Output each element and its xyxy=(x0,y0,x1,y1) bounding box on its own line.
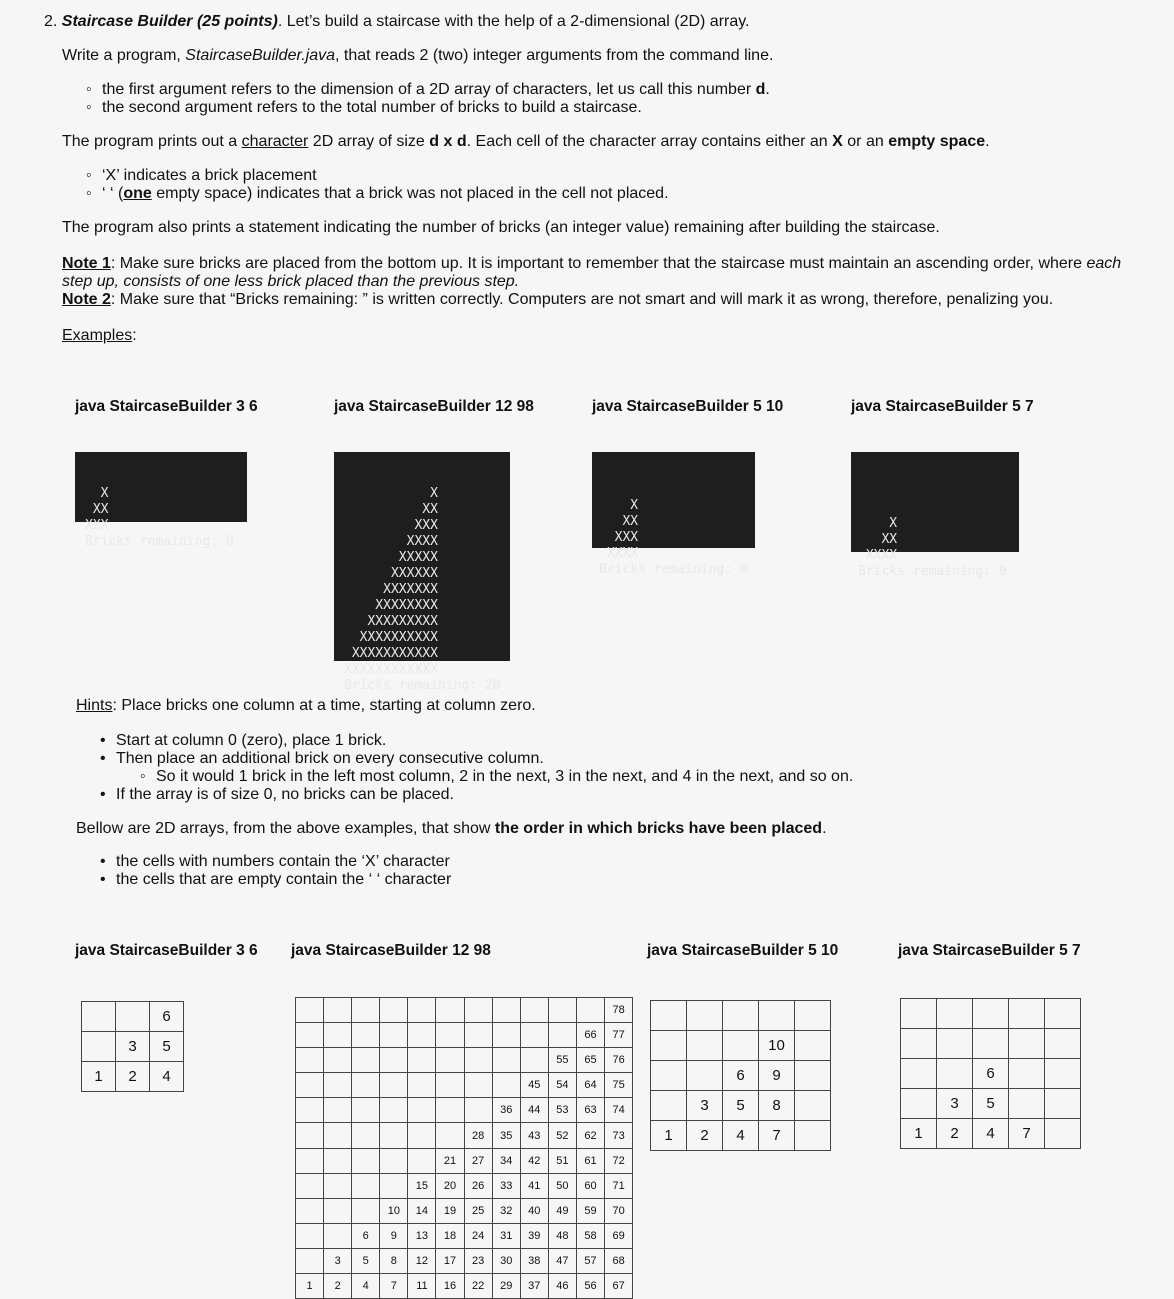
grid-cell xyxy=(795,1001,831,1031)
order-grid xyxy=(81,1001,184,1092)
grid-row xyxy=(651,1001,831,1031)
grid-cell: 14 xyxy=(408,1198,436,1223)
bellow-text: Bellow are 2D arrays, from the above examples, that show the order in which bricks have been placed. xyxy=(76,820,827,837)
grid-cell: 75 xyxy=(605,1073,633,1098)
hints: Hints: Place bricks one column at a time, starting at column zero. xyxy=(76,697,536,714)
terminal-output: X XX XXX Bricks remaining: 0 xyxy=(75,452,247,522)
grid-cell xyxy=(380,1073,408,1098)
hint-sub-item: ◦ So it would 1 brick in the left most column, 2 in the next, 3 in the next, and 4 in the next, and so on. xyxy=(140,768,854,785)
arg-second: ◦ the second argument refers to the total number of bricks to build a staircase. xyxy=(86,99,642,116)
grid-cell xyxy=(408,1073,436,1098)
circle-bullet-icon: ◦ xyxy=(140,768,146,785)
grid-cell xyxy=(901,1059,937,1089)
grid-cell: 40 xyxy=(520,1198,548,1223)
grid-cell xyxy=(352,1073,380,1098)
grid-cell xyxy=(687,1061,723,1091)
grid-cell xyxy=(408,1098,436,1123)
order-grid xyxy=(295,997,633,1299)
problem-number: 2. xyxy=(44,13,62,30)
grid-cell xyxy=(1009,1029,1045,1059)
grid-cell: 53 xyxy=(548,1098,576,1123)
grid-cell xyxy=(436,1123,464,1148)
grid-cell: 2 xyxy=(687,1121,723,1151)
grid-cell xyxy=(795,1091,831,1121)
grid-cell xyxy=(492,998,520,1023)
grid-cell: 51 xyxy=(548,1148,576,1173)
grid-cell: 5 xyxy=(723,1091,759,1121)
grid-cell xyxy=(651,1031,687,1061)
disc-bullet-icon: • xyxy=(100,750,106,767)
problem-intro: . Let’s build a staircase with the help of a 2-dimensional (2D) array. xyxy=(277,13,750,30)
grid-cell xyxy=(296,1148,324,1173)
grid-cell: 27 xyxy=(464,1148,492,1173)
grid-cell xyxy=(296,1073,324,1098)
disc-bullet-icon: • xyxy=(100,786,106,803)
hint-item: • If the array is of size 0, no bricks can be placed. xyxy=(100,786,454,803)
grid-cell: 8 xyxy=(759,1091,795,1121)
grid-cell xyxy=(296,1248,324,1273)
grid-cell: 29 xyxy=(492,1274,520,1299)
grid-cell xyxy=(520,1023,548,1048)
legend-empty: ◦ ‘ ‘ (one empty space) indicates that a brick was not placed in the cell not placed. xyxy=(86,185,669,202)
grid-cell: 74 xyxy=(605,1098,633,1123)
grid-cell: 31 xyxy=(492,1223,520,1248)
grid-cell: 10 xyxy=(759,1031,795,1061)
grid-cell xyxy=(1009,999,1045,1029)
grid-cell: 42 xyxy=(520,1148,548,1173)
grid-cell: 65 xyxy=(576,1048,604,1073)
grid-cell: 68 xyxy=(605,1248,633,1273)
grid-cell xyxy=(492,1023,520,1048)
grid-cell: 2 xyxy=(324,1274,352,1299)
grid-cell: 67 xyxy=(605,1274,633,1299)
grid-cell: 41 xyxy=(520,1173,548,1198)
grid-cell: 25 xyxy=(464,1198,492,1223)
grid-row xyxy=(901,1059,1081,1089)
grid-cell: 69 xyxy=(605,1223,633,1248)
grid-cell: 66 xyxy=(576,1023,604,1048)
grid-cell: 6 xyxy=(150,1002,184,1032)
order-grid xyxy=(650,1000,831,1151)
grid-cell xyxy=(296,1223,324,1248)
grid-cell xyxy=(1009,1059,1045,1089)
arg-first: ◦ the first argument refers to the dimension of a 2D array of characters, let us call this number d. xyxy=(86,81,770,98)
cell-note: • the cells that are empty contain the ‘ ‘ character xyxy=(100,871,452,888)
grid-cell: 7 xyxy=(759,1121,795,1151)
grid-cell xyxy=(380,1023,408,1048)
grid-row xyxy=(901,1089,1081,1119)
grid-cell: 44 xyxy=(520,1098,548,1123)
grid-cell xyxy=(408,1123,436,1148)
grid-cell xyxy=(324,1148,352,1173)
grid-cell xyxy=(651,1091,687,1121)
grid-cell: 56 xyxy=(576,1274,604,1299)
grid-cell xyxy=(937,1059,973,1089)
grid-cell xyxy=(464,1023,492,1048)
terminal-output: X XX XXX XXXX XXXXX XXXXXX XXXXXXX XXXXXXXX XXXXXXXXX XXXXXXXXXX XXXXXXXXXXX XXXXXXXXXXXX Bricks remaining: 20 xyxy=(334,452,510,661)
grid-cell xyxy=(1045,1029,1081,1059)
grid-row xyxy=(82,1002,184,1032)
grid-cell xyxy=(408,1048,436,1073)
grid-cell xyxy=(687,1031,723,1061)
grid-cell xyxy=(380,1148,408,1173)
grid-cell: 37 xyxy=(520,1274,548,1299)
grid-cell: 9 xyxy=(380,1223,408,1248)
circle-bullet-icon: ◦ xyxy=(86,99,92,116)
note-2: Note 2: Make sure that “Bricks remaining: ” is written correctly. Computers are not smart and will mark it as wrong, therefore, penalizing you. xyxy=(62,291,1054,308)
grid-cell xyxy=(296,1048,324,1073)
grid-cell xyxy=(651,1001,687,1031)
grid-cell xyxy=(723,1031,759,1061)
grid-cell xyxy=(380,1123,408,1148)
grid-row xyxy=(296,1173,633,1198)
grid-cell: 32 xyxy=(492,1198,520,1223)
grid-cell: 46 xyxy=(548,1274,576,1299)
grid-cell xyxy=(436,998,464,1023)
grid-cell: 58 xyxy=(576,1223,604,1248)
grid-cell: 76 xyxy=(605,1048,633,1073)
grid-cell xyxy=(296,998,324,1023)
grid-cell: 21 xyxy=(436,1148,464,1173)
grid-cell: 11 xyxy=(408,1274,436,1299)
grid-cell: 63 xyxy=(576,1098,604,1123)
disc-bullet-icon: • xyxy=(100,853,106,870)
grid-cell xyxy=(296,1023,324,1048)
grid-cell: 17 xyxy=(436,1248,464,1273)
grid-cell: 6 xyxy=(973,1059,1009,1089)
grid-cell: 33 xyxy=(492,1173,520,1198)
grid-cell xyxy=(324,998,352,1023)
grid-cell: 3 xyxy=(324,1248,352,1273)
grid-cell: 78 xyxy=(605,998,633,1023)
circle-bullet-icon: ◦ xyxy=(86,167,92,184)
grid-cell: 48 xyxy=(548,1223,576,1248)
grid-cell xyxy=(380,1098,408,1123)
grid-cell xyxy=(548,998,576,1023)
grid-cell xyxy=(795,1061,831,1091)
grid-cell xyxy=(380,1173,408,1198)
example-title: java StaircaseBuilder 5 7 xyxy=(851,398,1034,415)
grid-cell xyxy=(795,1031,831,1061)
grid-cell: 50 xyxy=(548,1173,576,1198)
grid-cell xyxy=(324,1073,352,1098)
grid-cell xyxy=(464,1098,492,1123)
terminal-output: X XX XXX XXXX Bricks remaining: 0 xyxy=(592,452,755,548)
grid-cell: 5 xyxy=(150,1032,184,1062)
grid-cell xyxy=(82,1032,116,1062)
grid-cell xyxy=(651,1061,687,1091)
disc-bullet-icon: • xyxy=(100,732,106,749)
grid-cell xyxy=(723,1001,759,1031)
grid-cell: 18 xyxy=(436,1223,464,1248)
grid-cell xyxy=(492,1048,520,1073)
grid-cell: 22 xyxy=(464,1274,492,1299)
grid-cell: 43 xyxy=(520,1123,548,1148)
grid-cell: 59 xyxy=(576,1198,604,1223)
grid-cell: 3 xyxy=(116,1032,150,1062)
grid-cell xyxy=(548,1023,576,1048)
grid-cell xyxy=(408,998,436,1023)
grid-cell: 12 xyxy=(408,1248,436,1273)
grid-cell xyxy=(324,1173,352,1198)
grid-title: java StaircaseBuilder 5 10 xyxy=(647,942,839,959)
cell-note: • the cells with numbers contain the ‘X’ character xyxy=(100,853,450,870)
grid-cell: 6 xyxy=(352,1223,380,1248)
grid-row xyxy=(296,1023,633,1048)
grid-row xyxy=(901,1119,1081,1149)
grid-cell: 2 xyxy=(116,1062,150,1092)
grid-cell xyxy=(492,1073,520,1098)
grid-cell xyxy=(380,1048,408,1073)
grid-cell: 4 xyxy=(150,1062,184,1092)
grid-cell xyxy=(464,998,492,1023)
grid-cell xyxy=(324,1223,352,1248)
grid-cell: 4 xyxy=(973,1119,1009,1149)
grid-cell: 49 xyxy=(548,1198,576,1223)
grid-row xyxy=(296,1048,633,1073)
grid-cell: 57 xyxy=(576,1248,604,1273)
grid-cell: 45 xyxy=(520,1073,548,1098)
grid-title: java StaircaseBuilder 3 6 xyxy=(75,942,258,959)
grid-cell: 23 xyxy=(464,1248,492,1273)
grid-cell: 34 xyxy=(492,1148,520,1173)
grid-cell xyxy=(901,1029,937,1059)
grid-row xyxy=(296,1073,633,1098)
order-grid xyxy=(900,998,1081,1149)
grid-cell xyxy=(324,1023,352,1048)
grid-cell xyxy=(380,998,408,1023)
grid-cell: 26 xyxy=(464,1173,492,1198)
grid-cell xyxy=(687,1001,723,1031)
grid-cell xyxy=(759,1001,795,1031)
grid-cell: 1 xyxy=(296,1274,324,1299)
grid-row xyxy=(901,999,1081,1029)
grid-cell xyxy=(1009,1089,1045,1119)
grid-cell: 16 xyxy=(436,1274,464,1299)
grid-cell: 24 xyxy=(464,1223,492,1248)
grid-cell xyxy=(352,998,380,1023)
grid-cell: 28 xyxy=(464,1123,492,1148)
grid-row xyxy=(651,1121,831,1151)
grid-cell: 39 xyxy=(520,1223,548,1248)
grid-cell xyxy=(296,1198,324,1223)
grid-cell xyxy=(296,1173,324,1198)
grid-cell: 13 xyxy=(408,1223,436,1248)
grid-cell: 72 xyxy=(605,1148,633,1173)
grid-cell: 70 xyxy=(605,1198,633,1223)
grid-row xyxy=(296,1274,633,1299)
grid-cell xyxy=(520,1048,548,1073)
grid-cell: 60 xyxy=(576,1173,604,1198)
grid-cell xyxy=(352,1123,380,1148)
grid-cell: 52 xyxy=(548,1123,576,1148)
grid-cell: 4 xyxy=(352,1274,380,1299)
example-title: java StaircaseBuilder 3 6 xyxy=(75,398,258,415)
filename: StaircaseBuilder.java xyxy=(185,47,335,64)
grid-row xyxy=(296,1123,633,1148)
grid-row xyxy=(901,1029,1081,1059)
grid-cell xyxy=(576,998,604,1023)
statement: The program also prints a statement indicating the number of bricks (an integer value) remaining after building the staircase. xyxy=(62,219,940,236)
grid-cell xyxy=(324,1198,352,1223)
grid-cell: 62 xyxy=(576,1123,604,1148)
grid-cell xyxy=(1045,999,1081,1029)
grid-cell: 5 xyxy=(973,1089,1009,1119)
grid-row xyxy=(296,1098,633,1123)
example-title: java StaircaseBuilder 12 98 xyxy=(334,398,534,415)
grid-cell: 38 xyxy=(520,1248,548,1273)
grid-cell: 30 xyxy=(492,1248,520,1273)
grid-cell xyxy=(82,1002,116,1032)
prints-description: The program prints out a character 2D array of size d x d. Each cell of the character array contains either an X or an empty space. xyxy=(62,133,990,150)
grid-cell xyxy=(901,999,937,1029)
grid-cell xyxy=(352,1023,380,1048)
terminal-output: X XX XXXX Bricks remaining: 0 xyxy=(851,452,1019,552)
grid-cell: 71 xyxy=(605,1173,633,1198)
grid-cell xyxy=(901,1089,937,1119)
grid-cell: 1 xyxy=(901,1119,937,1149)
grid-cell xyxy=(436,1098,464,1123)
grid-cell: 64 xyxy=(576,1073,604,1098)
grid-row xyxy=(296,1223,633,1248)
grid-title: java StaircaseBuilder 5 7 xyxy=(898,942,1081,959)
grid-cell: 15 xyxy=(408,1173,436,1198)
circle-bullet-icon: ◦ xyxy=(86,81,92,98)
grid-cell: 61 xyxy=(576,1148,604,1173)
grid-cell xyxy=(352,1148,380,1173)
grid-cell xyxy=(464,1048,492,1073)
grid-cell xyxy=(464,1073,492,1098)
grid-cell xyxy=(352,1048,380,1073)
grid-row xyxy=(296,1148,633,1173)
grid-cell: 3 xyxy=(937,1089,973,1119)
grid-cell xyxy=(973,1029,1009,1059)
grid-row xyxy=(296,1198,633,1223)
example-title: java StaircaseBuilder 5 10 xyxy=(592,398,784,415)
grid-cell xyxy=(1045,1089,1081,1119)
grid-cell xyxy=(352,1098,380,1123)
grid-cell: 54 xyxy=(548,1073,576,1098)
grid-cell: 7 xyxy=(1009,1119,1045,1149)
circle-bullet-icon: ◦ xyxy=(86,185,92,202)
grid-cell xyxy=(324,1048,352,1073)
grid-cell xyxy=(937,999,973,1029)
grid-cell xyxy=(352,1173,380,1198)
grid-cell: 6 xyxy=(723,1061,759,1091)
grid-cell xyxy=(352,1198,380,1223)
grid-cell xyxy=(408,1148,436,1173)
grid-cell xyxy=(1045,1059,1081,1089)
grid-cell xyxy=(1045,1119,1081,1149)
grid-row xyxy=(651,1031,831,1061)
grid-row xyxy=(82,1032,184,1062)
grid-cell xyxy=(408,1023,436,1048)
grid-cell xyxy=(436,1048,464,1073)
grid-row xyxy=(651,1091,831,1121)
grid-cell: 35 xyxy=(492,1123,520,1148)
grid-cell: 10 xyxy=(380,1198,408,1223)
grid-cell xyxy=(973,999,1009,1029)
grid-row xyxy=(296,1248,633,1273)
grid-cell xyxy=(296,1098,324,1123)
grid-cell: 47 xyxy=(548,1248,576,1273)
grid-cell: 4 xyxy=(723,1121,759,1151)
legend-x: ◦ ‘X’ indicates a brick placement xyxy=(86,167,317,184)
problem-header xyxy=(44,13,750,31)
grid-cell xyxy=(324,1123,352,1148)
hint-item: • Start at column 0 (zero), place 1 brick. xyxy=(100,732,387,749)
grid-row xyxy=(82,1062,184,1092)
grid-cell: 1 xyxy=(82,1062,116,1092)
grid-cell xyxy=(324,1098,352,1123)
hint-item: • Then place an additional brick on every consecutive column. xyxy=(100,750,544,767)
grid-cell: 55 xyxy=(548,1048,576,1073)
grid-cell: 73 xyxy=(605,1123,633,1148)
grid-cell xyxy=(296,1123,324,1148)
grid-cell xyxy=(520,998,548,1023)
grid-cell: 1 xyxy=(651,1121,687,1151)
grid-cell: 20 xyxy=(436,1173,464,1198)
grid-cell: 5 xyxy=(352,1248,380,1273)
grid-cell: 3 xyxy=(687,1091,723,1121)
grid-row xyxy=(651,1061,831,1091)
write-instruction: Write a program, StaircaseBuilder.java, that reads 2 (two) integer arguments from the command line. xyxy=(62,47,774,64)
grid-cell xyxy=(436,1073,464,1098)
grid-cell: 8 xyxy=(380,1248,408,1273)
note-1: Note 1: Make sure bricks are placed from the bottom up. It is important to remember that the staircase must maintain an ascending order, where each step up, consists of one less brick placed than the previous step. xyxy=(62,255,1122,290)
grid-cell: 19 xyxy=(436,1198,464,1223)
grid-cell: 7 xyxy=(380,1274,408,1299)
disc-bullet-icon: • xyxy=(100,871,106,888)
grid-cell: 2 xyxy=(937,1119,973,1149)
grid-cell xyxy=(937,1029,973,1059)
grid-cell xyxy=(116,1002,150,1032)
grid-cell: 77 xyxy=(605,1023,633,1048)
grid-cell: 36 xyxy=(492,1098,520,1123)
problem-title: Staircase Builder (25 points) xyxy=(61,13,278,30)
grid-title: java StaircaseBuilder 12 98 xyxy=(291,942,491,959)
grid-cell xyxy=(795,1121,831,1151)
grid-row xyxy=(296,998,633,1023)
grid-cell: 9 xyxy=(759,1061,795,1091)
grid-cell xyxy=(436,1023,464,1048)
examples-heading: Examples: xyxy=(62,327,137,344)
